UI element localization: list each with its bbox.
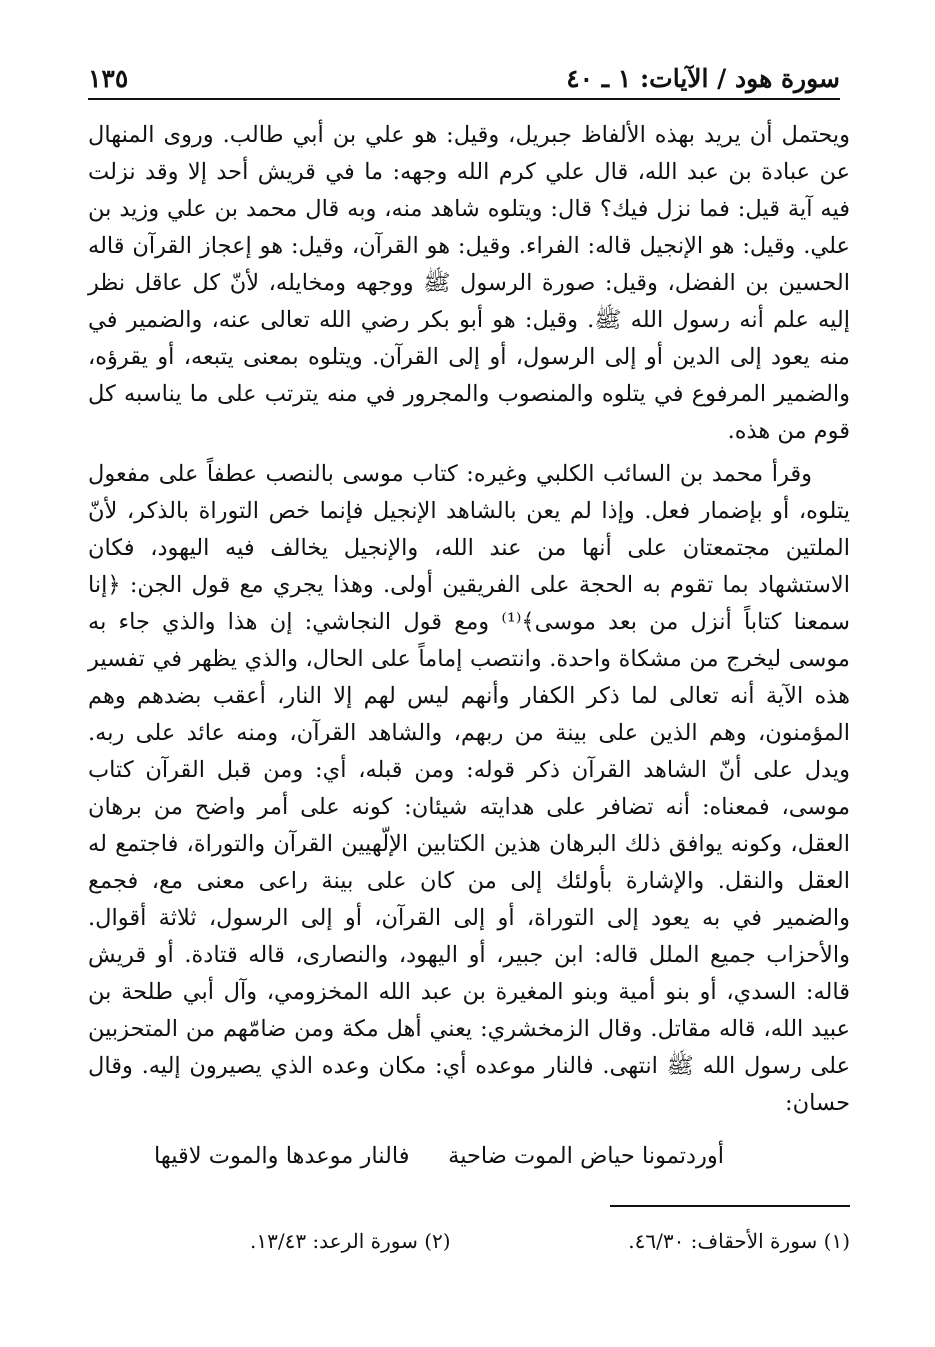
verse-second-hemistich: فالنار موعدها والموت لاقيها [154,1143,410,1169]
header-title: سورة هود / الآيات: ١ ـ ٤٠ [566,63,840,93]
footnotes [250,1226,850,1256]
verse-first-hemistich: أوردتمونا حياض الموت ضاحية [448,1143,724,1169]
footnote-2: (٢) سورة الرعد: ١٣/٤٣. [250,1229,451,1253]
paragraph: ويحتمل أن يريد بهذه الألفاظ جبريل، وقيل: هو علي بن أبي طالب. وروى المنهال عن عبادة بن عبد الله، قال علي كرم الله وجهه: ما في قريش أحد إلا وقد نزلت فيه آية قيل: فما نزل فيك؟ قال: ويتلوه شاهد منه، وبه قال محمد بن علي وزيد بن علي. وقيل: هو الإنجيل قاله: الفراء. وقيل: هو القرآن، وقيل: هو إعجاز القرآن قاله الحسين بن الفضل، وقيل: صورة الرسول ﷺ ووجهه ومخايله، لأنّ كل عاقل نظر إليه علم أنه رسول الله ﷺ. وقيل: هو أبو بكر رضي الله تعالى عنه، والضمير في منه يعود إلى الدين أو إلى الرسول، أو إلى القرآن. ويتلوه بمعنى يتبعه، أو يقرؤه، والضمير المرفوع في يتلوه والمنصوب والمجرور في منه يترتب على ما يناسبه كل قوم من هذه. [88,122,850,444]
paragraph: وقرأ محمد بن السائب الكلبي وغيره: كتاب موسى بالنصب عطفاً على مفعول يتلوه، أو بإضمار فعل. وإذا لم يعن بالشاهد الإنجيل فإنما خص التوراة بالذكر، لأنّ الملتين مجتمعتان على أنها من عند الله، والإنجيل يخالف فيه اليهود، فكان الاستشهاد بما تقوم به الحجة على الفريقين أولى. وهذا يجري مع قول الجن: ﴿إنا سمعنا كتاباً أنزل من بعد موسى﴾⁽¹⁾ ومع قول النجاشي: إن هذا والذي جاء به موسى ليخرج من مشكاة واحدة. وانتصب إماماً على الحال، والذي يظهر في تفسير هذه الآية أنه تعالى لما ذكر الكفار وأنهم ليس لهم إلا النار، أعقب بضدهم وهم المؤمنون، وهم الذين على بينة من ربهم، والشاهد القرآن، ومنه عائد على ربه. ويدل على أنّ الشاهد القرآن ذكر قوله: ومن قبله، أي: ومن قبل القرآن كتاب موسى، فمعناه: أنه تضافر على هدايته شيئان: كونه على أمر واضح من برهان العقل، وكونه يوافق ذلك البرهان هذين الكتابين الإلّهيين القرآن والتوراة، فاجتمع له العقل والنقل. والإشارة بأولئك إلى من كان على بينة راعى معنى مع، فجمع والضمير في به يعود إلى التوراة، أو إلى القرآن، أو إلى الرسول، ثلاثة أقوال. والأحزاب جميع الملل قاله: ابن جبير، أو اليهود، والنصارى، قاله قتادة. أو قريش قاله: السدي، أو بنو أمية وبنو المغيرة بن عبد الله المخزومي، وآل أبي طلحة بن عبيد الله، قاله مقاتل. وقال الزمخشري: يعني أهل مكة ومن ضامّهم من المتحزبين على رسول الله ﷺ انتهى. فالنار موعده أي: مكان وعده الذي يصيرون إليه. وقال حسان: [88,461,850,1116]
footnote-separator [610,1205,850,1207]
footnote-1: (١) سورة الأحقاف: ٤٦/٣٠. [628,1229,850,1253]
running-header [88,58,840,100]
poetry-verse [154,1138,784,1175]
page-number: ١٣٥ [88,63,129,93]
main-text [88,117,850,1175]
